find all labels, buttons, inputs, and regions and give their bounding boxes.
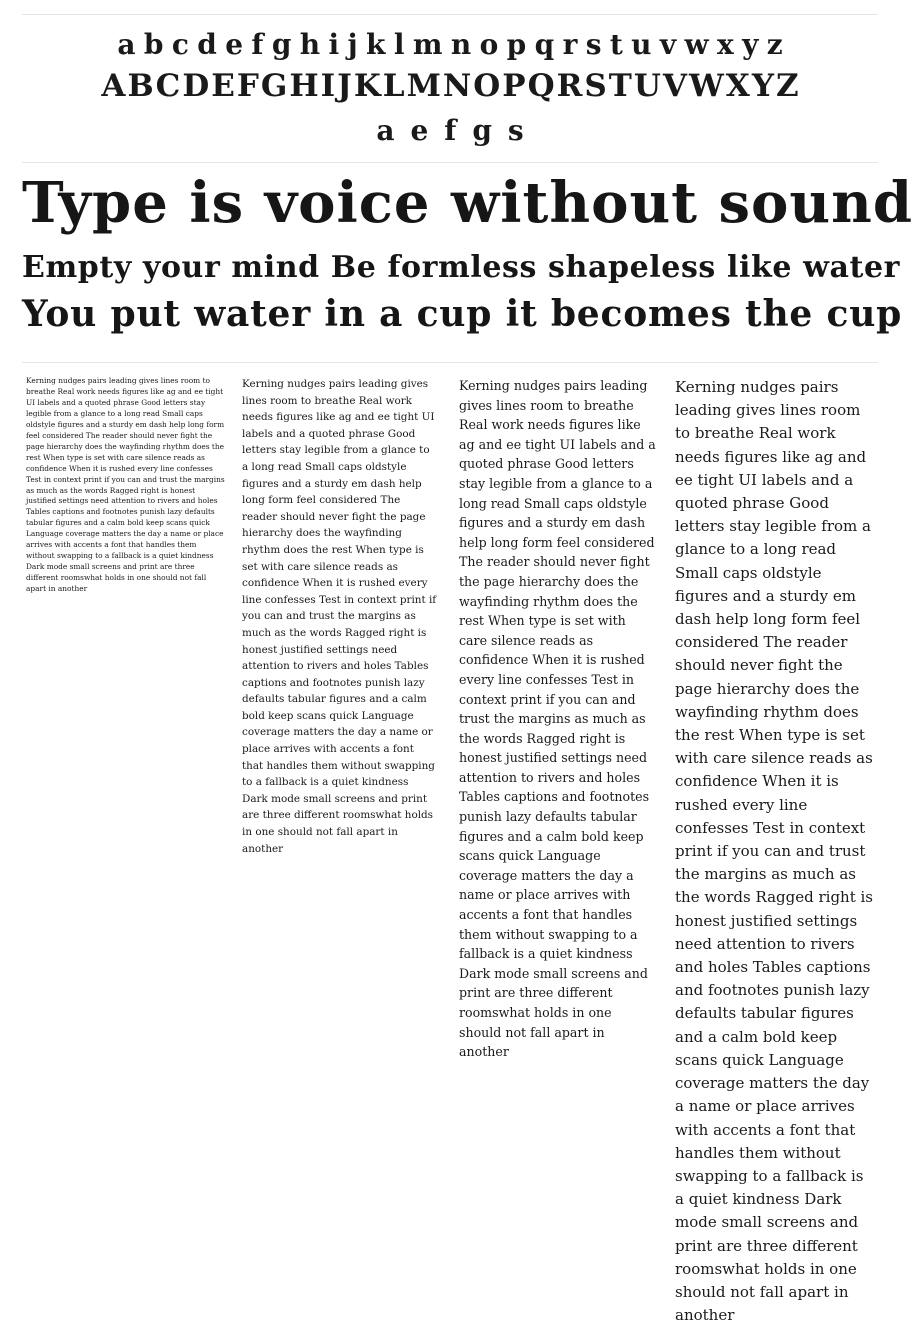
glyph-uppercase-10: K <box>353 68 381 104</box>
glyph-uppercase-11: L <box>382 68 405 104</box>
glyph-lowercase-0: a <box>117 28 136 61</box>
glyph-alternates-3: g <box>472 114 492 147</box>
body-text-column-small <box>26 376 226 634</box>
glyph-lowercase-9: j <box>347 28 358 61</box>
glyph-uppercase-7: H <box>289 68 319 104</box>
glyph-uppercase-17: R <box>556 68 583 104</box>
glyph-lowercase-21: v <box>659 28 677 61</box>
glyph-uppercase-25: Z <box>775 68 799 104</box>
glyph-lowercase-5: f <box>251 28 264 61</box>
glyph-uppercase-6: G <box>260 68 288 104</box>
glyph-uppercase-23: X <box>725 68 750 104</box>
glyph-lowercase-4: e <box>225 28 244 61</box>
glyph-uppercase-22: W <box>688 68 724 104</box>
glyph-alternates-4: s <box>507 114 524 147</box>
glyph-uppercase-8: I <box>320 68 336 104</box>
glyph-uppercase-9: J <box>337 68 352 104</box>
glyph-uppercase-1: B <box>127 68 154 104</box>
uppercase-alphabet-row <box>22 68 878 104</box>
glyph-lowercase-12: m <box>412 28 443 61</box>
top-divider <box>22 14 878 15</box>
glyph-uppercase-18: S <box>584 68 607 104</box>
display-line-3: You put water in a cup it becomes the cup <box>22 293 903 335</box>
glyph-lowercase-25: z <box>766 28 783 61</box>
glyph-uppercase-2: C <box>155 68 181 104</box>
glyph-lowercase-7: h <box>299 28 321 61</box>
body-paragraph: Kerning nudges pairs leading gives lines room to breathe Real work needs figures like ag and ee tight UI labels and a quoted phrase Good letters stay legible from a glance to a long read Small caps oldstyle figures and a sturdy em dash help long form feel considered The reader should never fight the page hierarchy does the wayfinding rhythm does the rest When type is set with care silence reads as confidence When it is rushed every line confesses Test in context print if you can and trust the margins as much as the words Ragged right is honest justified settings need attention to rivers and holes Tables captions and footnotes punish lazy defaults tabular figures and a calm bold keep scans quick Language coverage matters the day a name or place arrives with accents a font that handles them without swapping to a fallback is a quiet kindness Dark mode small screens and print are three different roomswhat holds in one should not fall apart in another <box>26 376 225 594</box>
glyph-uppercase-0: A <box>101 68 126 104</box>
body-text-column-large <box>459 376 657 1060</box>
glyph-lowercase-6: g <box>271 28 292 61</box>
glyph-uppercase-3: D <box>182 68 210 104</box>
glyph-lowercase-24: y <box>742 28 759 61</box>
body-text-column-xlarge <box>675 376 875 1325</box>
glyph-lowercase-19: t <box>609 28 623 61</box>
display-divider <box>22 362 878 363</box>
glyph-lowercase-17: r <box>562 28 578 61</box>
glyph-lowercase-11: l <box>393 28 405 61</box>
glyph-uppercase-16: Q <box>527 68 555 104</box>
glyph-lowercase-14: o <box>479 28 499 61</box>
glyph-lowercase-23: x <box>717 28 734 61</box>
display-line-2: Empty your mind Be formless shapeless like water <box>22 250 901 285</box>
specimen-divider <box>22 162 878 163</box>
glyph-uppercase-4: E <box>211 68 235 104</box>
glyph-uppercase-15: P <box>502 68 526 104</box>
glyph-uppercase-24: Y <box>751 68 774 104</box>
glyph-lowercase-18: s <box>585 28 602 61</box>
lowercase-alphabet-row <box>22 28 878 61</box>
glyph-lowercase-1: b <box>143 28 164 61</box>
body-paragraph: Kerning nudges pairs leading gives lines room to breathe Real work needs figures like ag and ee tight UI labels and a quoted phrase Good letters stay legible from a glance to a long read Small caps oldstyle figures and a sturdy em dash help long form feel considered The reader should never fight the page hierarchy does the wayfinding rhythm does the rest When type is set with care silence reads as confidence When it is rushed every line confesses Test in context print if you can and trust the margins as much as the words Ragged right is honest justified settings need attention to rivers and holes Tables captions and footnotes punish lazy defaults tabular figures and a calm bold keep scans quick Language coverage matters the day a name or place arrives with accents a font that handles them without swapping to a fallback is a quiet kindness Dark mode small screens and print are three different roomswhat holds in one should not fall apart in another <box>459 378 656 1060</box>
glyph-lowercase-15: p <box>506 28 527 61</box>
glyph-lowercase-20: u <box>631 28 652 61</box>
glyph-lowercase-2: c <box>171 28 189 61</box>
glyph-uppercase-12: M <box>406 68 441 104</box>
body-text-column-medium <box>242 376 437 855</box>
glyph-alternates-0: a <box>376 114 395 147</box>
glyph-uppercase-19: T <box>608 68 632 104</box>
body-paragraph: Kerning nudges pairs leading gives lines room to breathe Real work needs figures like ag and ee tight UI labels and a quoted phrase Good letters stay legible from a glance to a long read Small caps oldstyle figures and a sturdy em dash help long form feel considered The reader should never fight the page hierarchy does the wayfinding rhythm does the rest When type is set with care silence reads as confidence When it is rushed every line confesses Test in context print if you can and trust the margins as much as the words Ragged right is honest justified settings need attention to rivers and holes Tables captions and footnotes punish lazy defaults tabular figures and a calm bold keep scans quick Language coverage matters the day a name or place arrives with accents a font that handles them without swapping to a fallback is a quiet kindness Dark mode small screens and print are three different roomswhat holds in one should not fall apart in another <box>675 378 873 1325</box>
body-paragraph: Kerning nudges pairs leading gives lines room to breathe Real work needs figures like ag and ee tight UI labels and a quoted phrase Good letters stay legible from a glance to a long read Small caps oldstyle figures and a sturdy em dash help long form feel considered The reader should never fight the page hierarchy does the wayfinding rhythm does the rest When type is set with care silence reads as confidence When it is rushed every line confesses Test in context print if you can and trust the margins as much as the words Ragged right is honest justified settings need attention to rivers and holes Tables captions and footnotes punish lazy defaults tabular figures and a calm bold keep scans quick Language coverage matters the day a name or place arrives with accents a font that handles them without swapping to a fallback is a quiet kindness Dark mode small screens and print are three different roomswhat holds in one should not fall apart in another <box>242 378 437 855</box>
glyph-lowercase-8: i <box>328 28 340 61</box>
glyph-lowercase-13: n <box>450 28 472 61</box>
glyph-lowercase-3: d <box>197 28 217 61</box>
glyph-alternates-1: e <box>410 114 429 147</box>
display-headline: Type is voice without sound <box>22 170 913 236</box>
glyph-uppercase-20: U <box>633 68 661 104</box>
glyph-uppercase-13: N <box>442 68 472 104</box>
glyph-uppercase-5: F <box>236 68 259 104</box>
glyph-lowercase-10: k <box>366 28 386 61</box>
glyph-uppercase-21: V <box>662 68 687 104</box>
glyph-lowercase-22: w <box>684 28 709 61</box>
alternate-glyphs-row <box>22 114 878 147</box>
glyph-uppercase-14: O <box>473 68 501 104</box>
glyph-lowercase-16: q <box>534 28 555 61</box>
glyph-alternates-2: f <box>444 114 457 147</box>
